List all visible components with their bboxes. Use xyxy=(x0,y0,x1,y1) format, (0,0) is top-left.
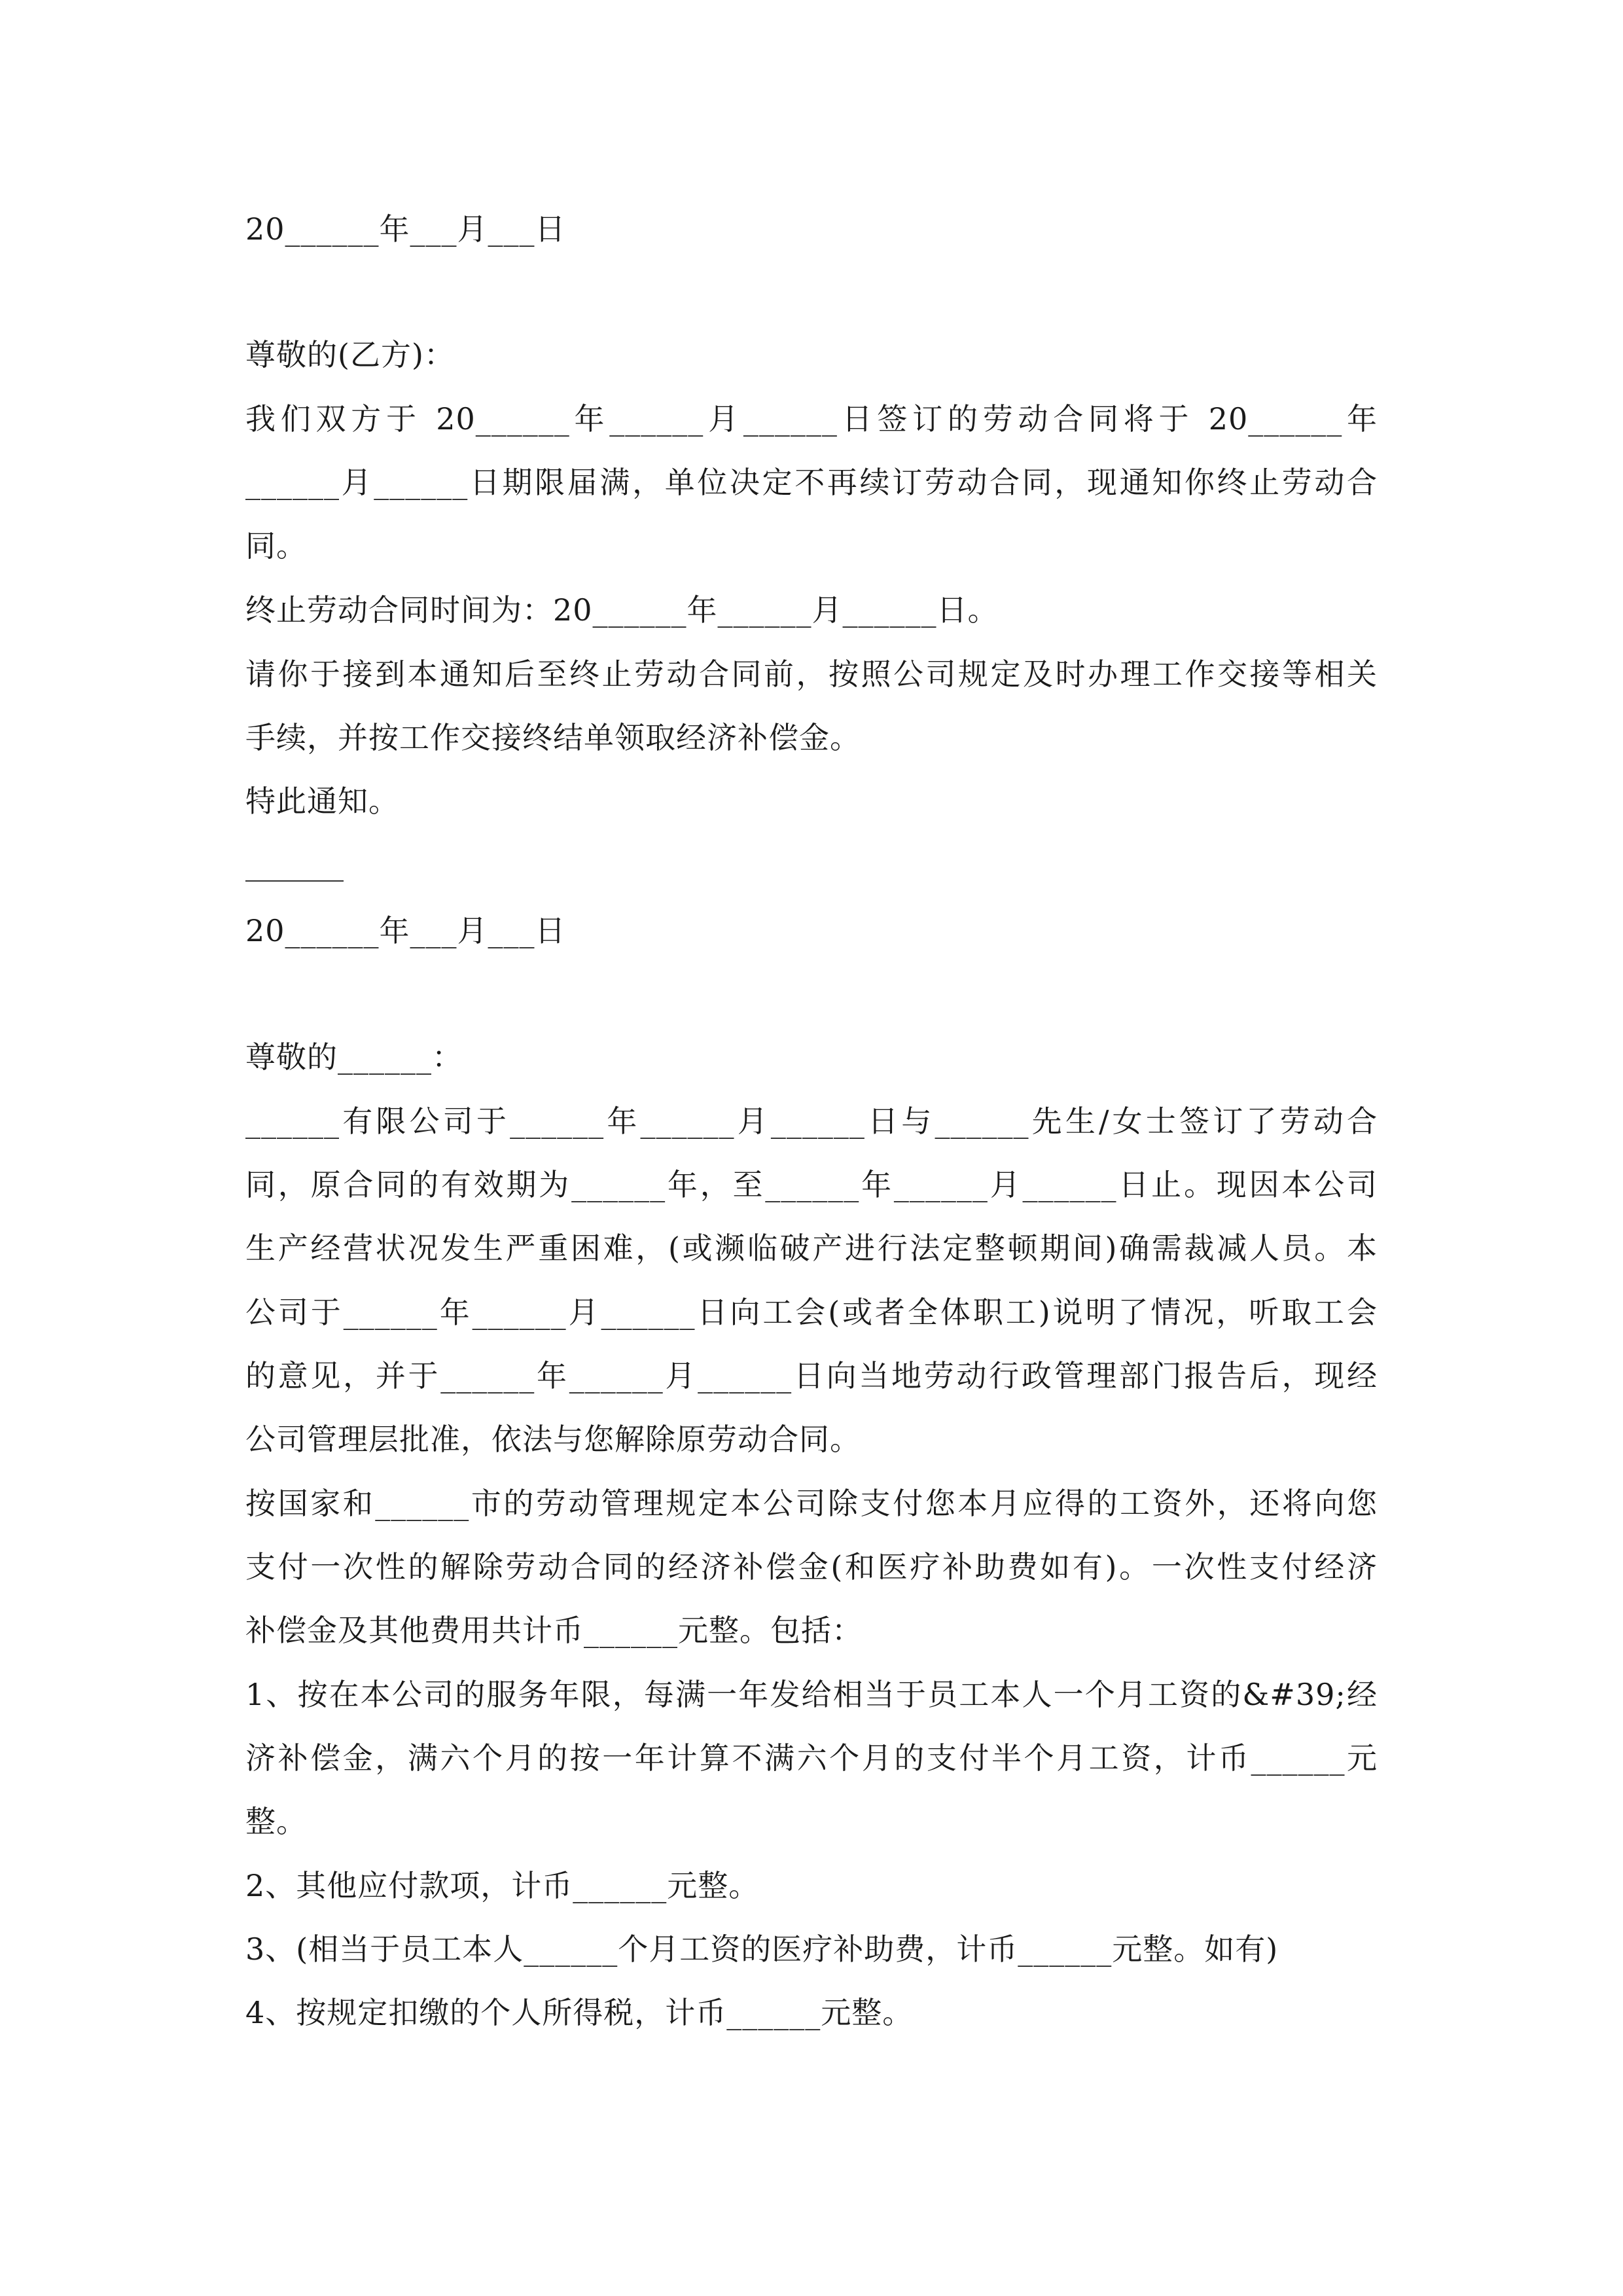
notice1-salutation: 尊敬的(乙方)： xyxy=(245,337,455,372)
notice2-payment-line: 支付一次性的解除劳动合同的经济补偿金(和医疗补助费如有)。一次性支付经济 xyxy=(245,1549,1378,1585)
notice2-item1-line: 1、按在本公司的服务年限，每满一年发给相当于员工本人一个月工资的&#39;经 xyxy=(245,1677,1378,1712)
notice1-closing: 特此通知。 xyxy=(245,783,399,819)
notice2-salutation: 尊敬的______： xyxy=(245,1039,463,1075)
notice2-item2: 2、其他应付款项，计币______元整。 xyxy=(245,1868,760,1903)
notice1-instruction-line: 请你于接到本通知后至终止劳动合同前，按照公司规定及时办理工作交接等相关 xyxy=(245,656,1378,692)
notice2-body-line: 的意见，并于______年______月______日向当地劳动行政管理部门报告后，现经 xyxy=(245,1358,1378,1393)
notice1-instruction-line: 手续，并按工作交接终结单领取经济补偿金。 xyxy=(245,720,861,755)
notice2-payment-line: 按国家和______市的劳动管理规定本公司除支付您本月应得的工资外，还将向您 xyxy=(245,1486,1378,1521)
notice2-item1-line: 济补偿金，满六个月的按一年计算不满六个月的支付半个月工资，计币______元 xyxy=(245,1740,1378,1776)
notice2-item3: 3、(相当于员工本人______个月工资的医疗补助费，计币______元整。如有) xyxy=(245,1931,1279,1967)
notice1-body-line: ______月______日期限届满，单位决定不再续订劳动合同，现通知你终止劳动合 xyxy=(245,465,1378,500)
notice2-item4: 4、按规定扣缴的个人所得税，计币______元整。 xyxy=(245,1995,914,2030)
notice1-body-line: 我们双方于 20______年______月______日签订的劳动合同将于 20______年 xyxy=(245,401,1378,437)
notice2-body-line: ______有限公司于______年______月______日与______先生/女士签订了劳动合 xyxy=(245,1103,1378,1139)
notice1-body-line: 同。 xyxy=(245,528,307,564)
notice1-termination-time: 终止劳动合同时间为：20______年______月______日。 xyxy=(245,592,999,628)
notice2-body-line: 生产经营状况发生严重困难，(或濒临破产进行法定整顿期间)确需裁减人员。本 xyxy=(245,1230,1378,1266)
notice2-body-line: 公司于______年______月______日向工会(或者全体职工)说明了情况，听取工会 xyxy=(245,1295,1378,1330)
notice2-item1-line: 整。 xyxy=(245,1804,307,1839)
signature-line xyxy=(245,880,344,882)
notice2-body-line: 同，原合同的有效期为______年，至______年______月______日止。现因本公司 xyxy=(245,1167,1378,1202)
notice2-payment-line: 补偿金及其他费用共计币______元整。包括： xyxy=(245,1613,863,1648)
notice2-body-line: 公司管理层批准，依法与您解除原劳动合同。 xyxy=(245,1422,861,1457)
notice2-date-line: 20______年___月___日 xyxy=(245,913,566,948)
notice1-date-line: 20______年___月___日 xyxy=(245,211,566,247)
